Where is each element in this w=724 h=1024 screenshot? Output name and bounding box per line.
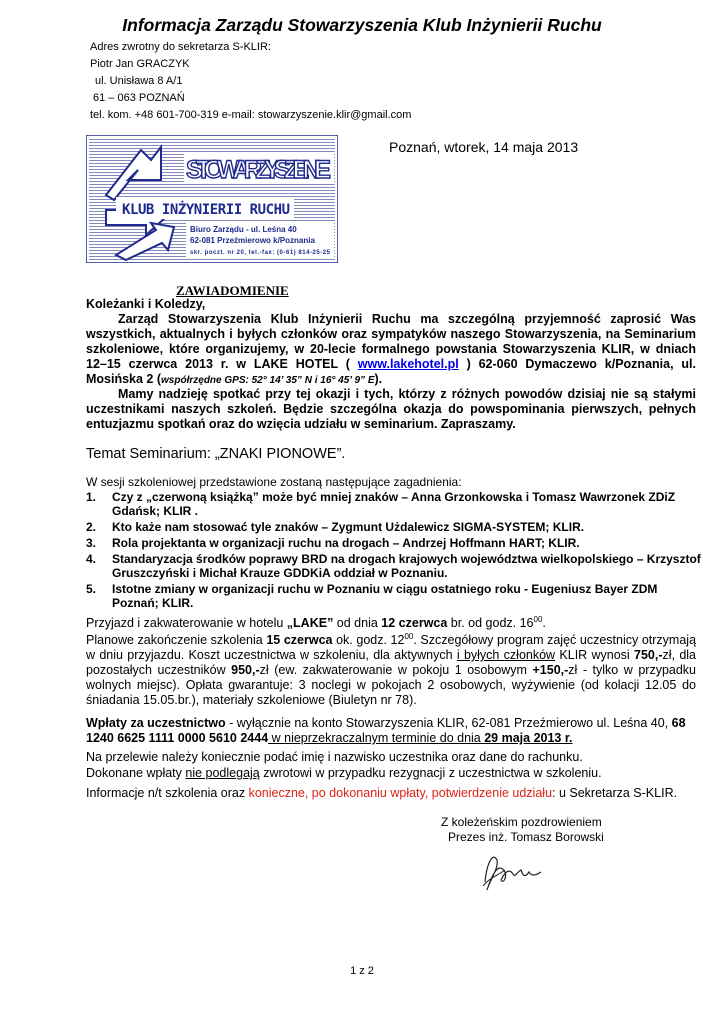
item-number: 1. xyxy=(86,490,97,504)
closing-regards: Z koleżeńskim pozdrowieniem xyxy=(441,815,602,829)
item-text: Czy z „czerwoną książką” może być mniej znaków – Anna Grzonkowska i Tomasz Wawrzonek ZDiZ Gdańsk; KLIR . xyxy=(112,490,676,518)
logo-name-text: STOWARZYSZENIE xyxy=(186,156,331,184)
page-number: 1 z 2 xyxy=(350,965,374,977)
greeting: Koleżanki i Koledzy, xyxy=(86,297,206,311)
invitation-paragraph xyxy=(86,312,696,388)
item-text: Istotne zmiany w organizacji ruchu w Poznaniu w ciągu ostatniego roku - Eugeniusz Bayer ZDM Poznań; KLIR. xyxy=(112,582,658,610)
cost-text-d: zł (ew. zakwaterowanie w pokoju 1 osobowym xyxy=(259,663,533,678)
confirmation-required: konieczne, po dokonaniu wpłaty, potwierdzenie udziału xyxy=(248,786,553,800)
cost-paragraph xyxy=(86,629,696,708)
member-price: 750,- xyxy=(634,648,663,663)
notice-heading: ZAWIADOMIENIE xyxy=(176,283,289,298)
contact-line: tel. kom. +48 601-700-319 e-mail: stowarzyszenie.klir@gmail.com xyxy=(90,109,412,121)
seminar-topic: Temat Seminarium: „ZNAKI PIONOWE”. xyxy=(86,446,346,462)
guest-price: 950,- xyxy=(231,663,260,678)
refund-not: nie podlegają xyxy=(185,766,260,780)
info-text-a: Informacje n/t szkolenia oraz xyxy=(86,786,249,800)
payment-label: Wpłaty za uczestnictwo xyxy=(86,716,226,730)
handwritten-signature xyxy=(475,842,545,897)
association-logo xyxy=(86,135,338,263)
refund-note xyxy=(86,766,696,781)
arrival-minutes: 00 xyxy=(533,615,543,624)
hotel-link[interactable]: www.lakehotel.pl xyxy=(357,357,459,371)
transfer-note: Na przelewie należy koniecznie podać imię i nazwisko uczestnika oraz dane do rachunku. xyxy=(86,750,583,764)
info-line xyxy=(86,786,696,801)
item-text: Standaryzacja środków poprawy BRD na drogach krajowych województwa wielkopolskiego – Krzysztof Gruszczyński i Michał Krauze GDDKiA oddział w Poznaniu. xyxy=(112,552,701,580)
logo-club-text: KLUB INŻYNIERII RUCHU xyxy=(122,202,290,218)
gps-coordinates: współrzędne GPS: 52° 14’ 35” N i 16° 45’ 9” E xyxy=(161,375,375,386)
payment-deadline: 29 maja 2013 r. xyxy=(484,731,573,745)
invitation-text-b: ) 62-060 Dymaczewo k/Poznania, ul. Mosińska 2 ( xyxy=(86,357,696,386)
invitation-text-a: Zarząd Stowarzyszenia Klub Inżynierii Ruchu ma szczególną przyjemność zaprosić Was wszystkich, aktualnych i byłych członków oraz sympatyków naszego Stowarzyszenia, na Seminarium szkoleniowe, które organizujemy, w 20-lecie formalnego powstania Stowarzyszenia KLIR, w dniach 12–15 czerwca 2013 r. w LAKE HOTEL ( xyxy=(86,312,696,371)
end-time: ok. godz. 12 xyxy=(332,633,405,648)
deadline-text: w nieprzekraczalnym terminie do dnia xyxy=(268,731,485,745)
item-text: Kto każe nam stosować tyle znaków – Zygmunt Użdalewicz SIGMA-SYSTEM; KLIR. xyxy=(112,520,585,534)
payment-text: - wyłącznie na konto Stowarzyszenia KLIR, 62-081 Przeźmierowo ul. Leśna 40, xyxy=(225,716,672,730)
single-room-price: +150,- xyxy=(532,663,569,678)
end-text: Planowe zakończenie szkolenia xyxy=(86,633,267,648)
return-address-label: Adres zwrotny do sekretarza S-KLIR: xyxy=(90,41,271,53)
logo-office-text: Biuro Zarządu - ul. Leśna 40 xyxy=(190,225,297,234)
arrival-end: . xyxy=(542,616,546,631)
item-number: 2. xyxy=(86,520,97,534)
bank-account: 68 1240 6625 1111 0000 5610 2444 xyxy=(86,716,686,745)
cost-text-a: . Szczegółowy program zajęć uczestnicy otrzymają w dniu przyjazdu. Koszt uczestnictwa w szkoleniu, dla aktywnych xyxy=(86,633,697,663)
arrival-time: br. od godz. 16 xyxy=(447,616,534,631)
postal-city: 61 – 063 POZNAŃ xyxy=(93,92,185,104)
cost-text-e: zł - tylko w przypadku wolnych miejsc). Opłata gwarantuje: 3 noclegi w pokojach 2 osobowych, wyżywienie (od kolacji 12.05 do śniadania 15.05.br.), materiały szkoleniowe (Biuletyn nr 78). xyxy=(86,663,696,708)
list-item xyxy=(86,582,706,610)
logo-city-text: 62-081 Przeźmierowo k/Poznania xyxy=(190,236,315,245)
topics-list xyxy=(86,490,706,612)
item-number: 4. xyxy=(86,552,97,566)
item-text: Rola projektanta w organizacji ruchu na drogach – Andrzej Hoffmann HART; KLIR. xyxy=(112,536,580,550)
item-number: 3. xyxy=(86,536,97,550)
payment-paragraph xyxy=(86,716,696,746)
logo-contact-text: skr. poczt. nr 20, tel.-fax: (0-61) 814-25-25 xyxy=(190,250,330,256)
secretary-name: Piotr Jan GRACZYK xyxy=(90,58,190,70)
invitation-text-c: ). xyxy=(374,372,383,386)
list-item xyxy=(86,520,706,534)
arrival-date: 12 czerwca xyxy=(381,616,448,631)
item-number: 5. xyxy=(86,582,97,596)
logo-graphic xyxy=(86,135,338,263)
document-date: Poznań, wtorek, 14 maja 2013 xyxy=(389,139,579,155)
info-text-b: : u Sekretarza S-KLIR. xyxy=(552,786,678,800)
cost-text-c: zł, dla pozostałych uczestników xyxy=(86,648,697,678)
list-item xyxy=(86,552,706,580)
hotel-name: „LAKE” xyxy=(286,616,334,631)
topics-intro: W sesji szkoleniowej przedstawione zostaną następujące zagadnienia: xyxy=(86,475,462,489)
end-minutes: 00 xyxy=(404,632,414,641)
document-title: Informacja Zarządu Stowarzyszenia Klub Inżynierii Ruchu xyxy=(122,15,602,35)
refund-text-b: zwrotowi w przypadku rezygnacji z uczestnictwa w szkoleniu. xyxy=(259,766,602,780)
list-item xyxy=(86,536,706,550)
list-item xyxy=(86,490,706,518)
hope-text: Mamy nadzieję spotkać przy tej okazji i tych, którzy z różnych powodów dzisiaj nie są stałymi uczestnikami naszych szkoleń. Będzie szczególna okazja do powspominania pierwszych, pełnych entuzjazmu spotkań oraz do wzięcia udziału w seminarium. Zapraszamy. xyxy=(86,387,696,431)
end-date: 15 czerwca xyxy=(266,633,333,648)
signer-name: Prezes inż. Tomasz Borowski xyxy=(448,830,604,844)
arrival-text: Przyjazd i zakwaterowanie w hotelu xyxy=(86,616,287,631)
refund-text-a: Dokonane wpłaty xyxy=(86,766,186,780)
arrival-text-b: od dnia xyxy=(333,616,382,631)
cost-text-b: KLIR wynosi xyxy=(555,648,635,663)
hope-paragraph xyxy=(86,387,696,432)
street-address: ul. Unisława 8 A/1 xyxy=(95,75,183,87)
former-members: i byłych członków xyxy=(456,648,556,663)
